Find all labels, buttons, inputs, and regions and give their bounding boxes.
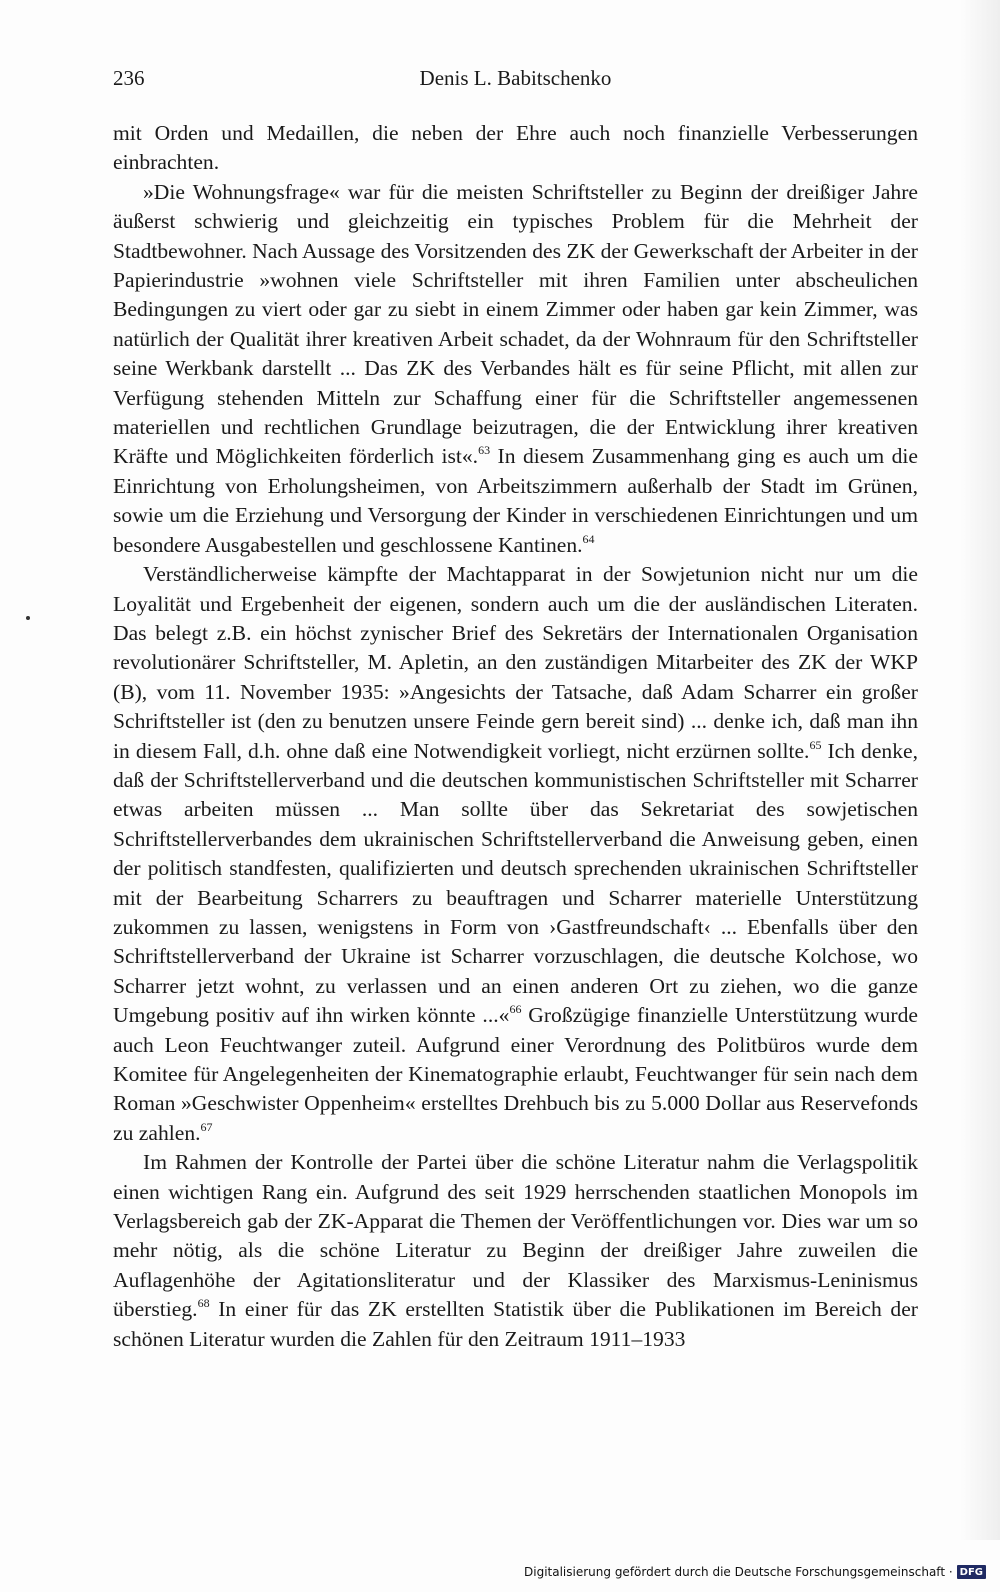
margin-dot bbox=[26, 616, 30, 620]
paragraph-4-part-b: In einer für das ZK erstellten Statistik über die Publikationen im Bereich der schönen Literatur wurden die Zahlen für den Zeitraum 1911–1933 bbox=[113, 1297, 918, 1351]
footnote-ref-66[interactable]: 66 bbox=[509, 1002, 522, 1017]
digitization-footer bbox=[524, 1562, 986, 1582]
running-head bbox=[113, 66, 918, 100]
footnote-ref-65[interactable]: 65 bbox=[809, 737, 822, 752]
body-text bbox=[113, 119, 918, 1354]
paragraph-2 bbox=[113, 178, 918, 560]
dfg-logo: DFG bbox=[957, 1565, 986, 1579]
footnote-ref-67[interactable]: 67 bbox=[200, 1119, 213, 1134]
page-number: 236 bbox=[113, 66, 145, 90]
paragraph-3 bbox=[113, 560, 918, 1148]
paragraph-3-part-c: Großzügige finanzielle Unterstützung wurde auch Leon Feuchtwanger zuteil. Aufgrund einer Verordnung des Politbüros wurde dem Komitee für Angelegenheiten der Kinematographie erlaubt, Feuchtwanger für sein nach dem Roman »Geschwister Oppenheim« erstelltes Drehbuch bis zu 5.000 Dollar aus Reservefonds zu zahlen. bbox=[113, 1003, 918, 1145]
footnote-ref-68[interactable]: 68 bbox=[197, 1296, 210, 1311]
paragraph-4-part-a: Im Rahmen der Kontrolle der Partei über die schöne Literatur nahm die Verlagspolitik einen wichtigen Rang ein. Aufgrund des seit 1929 herrschenden staatlichen Monopols im Verlagsbereich gab der ZK-Apparat die Themen der Veröffentlichungen vor. Dies war um so mehr nötig, als die schöne Literatur zu Beginn der dreißiger Jahre zuweilen die Auflagenhöhe der Agitationsliteratur und der Klassiker des Marxismus-Leninismus überstieg. bbox=[113, 1150, 918, 1322]
paragraph-4 bbox=[113, 1148, 918, 1354]
footer-credit: Digitalisierung gefördert durch die Deutsche Forschungsgemeinschaft · bbox=[524, 1565, 953, 1579]
paragraph-2-part-a: »Die Wohnungsfrage« war für die meisten Schriftsteller zu Beginn der dreißiger Jahre äußerst schwierig und gleichzeitig ein typisches Problem für die Mehrheit der Stadtbewohner. Nach Aussage des Vorsitzenden des ZK der Gewerkschaft der Arbeiter in der Papierindustrie »wohnen viele Schriftsteller mit ihren Familien unter abscheulichen Bedingungen zu viert oder gar zu siebt in einem Zimmer oder haben gar kein Zimmer, was natürlich der Qualität ihrer kreativen Arbeit schadet, da der Wohnraum für den Schriftsteller seine Werkbank darstellt ... Das ZK des Verbandes hält es für seine Pflicht, mit allen zur Verfügung stehenden Mitteln zur Schaffung einer für die Schriftsteller angemessenen materiellen und rechtlichen Grundlage beizutragen, die der Entwicklung ihrer kreativen Kräfte und Möglichkeiten förderlich ist«. bbox=[113, 179, 918, 469]
paragraph-3-part-a: Verständlicherweise kämpfte der Machtapparat in der Sowjetunion nicht nur um die Loyalität und Ergebenheit der eigenen, sondern auch um die der ausländischen Literaten. Das belegt z.B. ein höchst zynischer Brief des Sekretärs der Internationalen Organisation revolutionärer Schriftsteller, M. Apletin, an den zuständigen Mitarbeiter des ZK der WKP (B), vom 11. November 1935: »Angesichts der Tatsache, daß Adam Scharrer ein großer Schriftsteller ist (den zu benutzen unsere Feinde gern bereit sind) ... denke ich, daß man ihn in diesem Fall, d.h. ohne daß eine Notwendigkeit vorliegt, nicht erzürnen sollte. bbox=[113, 562, 918, 763]
paragraph-3-part-b: Ich denke, daß der Schriftstellerverband und die deutschen kommunistischen Schriftsteller mit Scharrer etwas arbeiten müssen ... Man sollte über das Sekretariat des sowjetischen Schriftstellerverbandes dem ukrainischen Schriftstellerverband die Anweisung geben, einen der politisch standfesten, qualifizierten und deutsch sprechenden ukrainischen Schriftsteller mit der Bearbeitung Scharrers zu beauftragen und Scharrer materielle Unterstützung zukommen zu lassen, wenigstens in Form von ›Gastfreundschaft‹ ... Ebenfalls über den Schriftstellerverband der Ukraine ist Scharrer vorzuschlagen, die deutsche Kolchose, wo Scharrer jetzt wohnt, zu verlassen und an einen anderen Ort zu ziehen, wo die ganze Umgebung positiv auf ihn wirken könnte ...« bbox=[113, 738, 918, 1028]
footnote-ref-63[interactable]: 63 bbox=[478, 443, 491, 458]
page-edge-shadow bbox=[960, 0, 1000, 1540]
footnote-ref-64[interactable]: 64 bbox=[582, 531, 595, 546]
paragraph-1: mit Orden und Medaillen, die neben der Ehre auch noch finanzielle Verbesserungen einbrachten. bbox=[113, 121, 918, 175]
running-head-author: Denis L. Babitschenko bbox=[419, 66, 612, 90]
paragraph-2-part-b: In diesem Zusammenhang ging es auch um die Einrichtung von Erholungsheimen, von Arbeitszimmern außerhalb der Stadt im Grünen, sowie um die Erziehung und Versorgung der Kinder in verschiedenen Einrichtungen und um besondere Ausgabestellen und geschlossene Kantinen. bbox=[113, 444, 918, 557]
